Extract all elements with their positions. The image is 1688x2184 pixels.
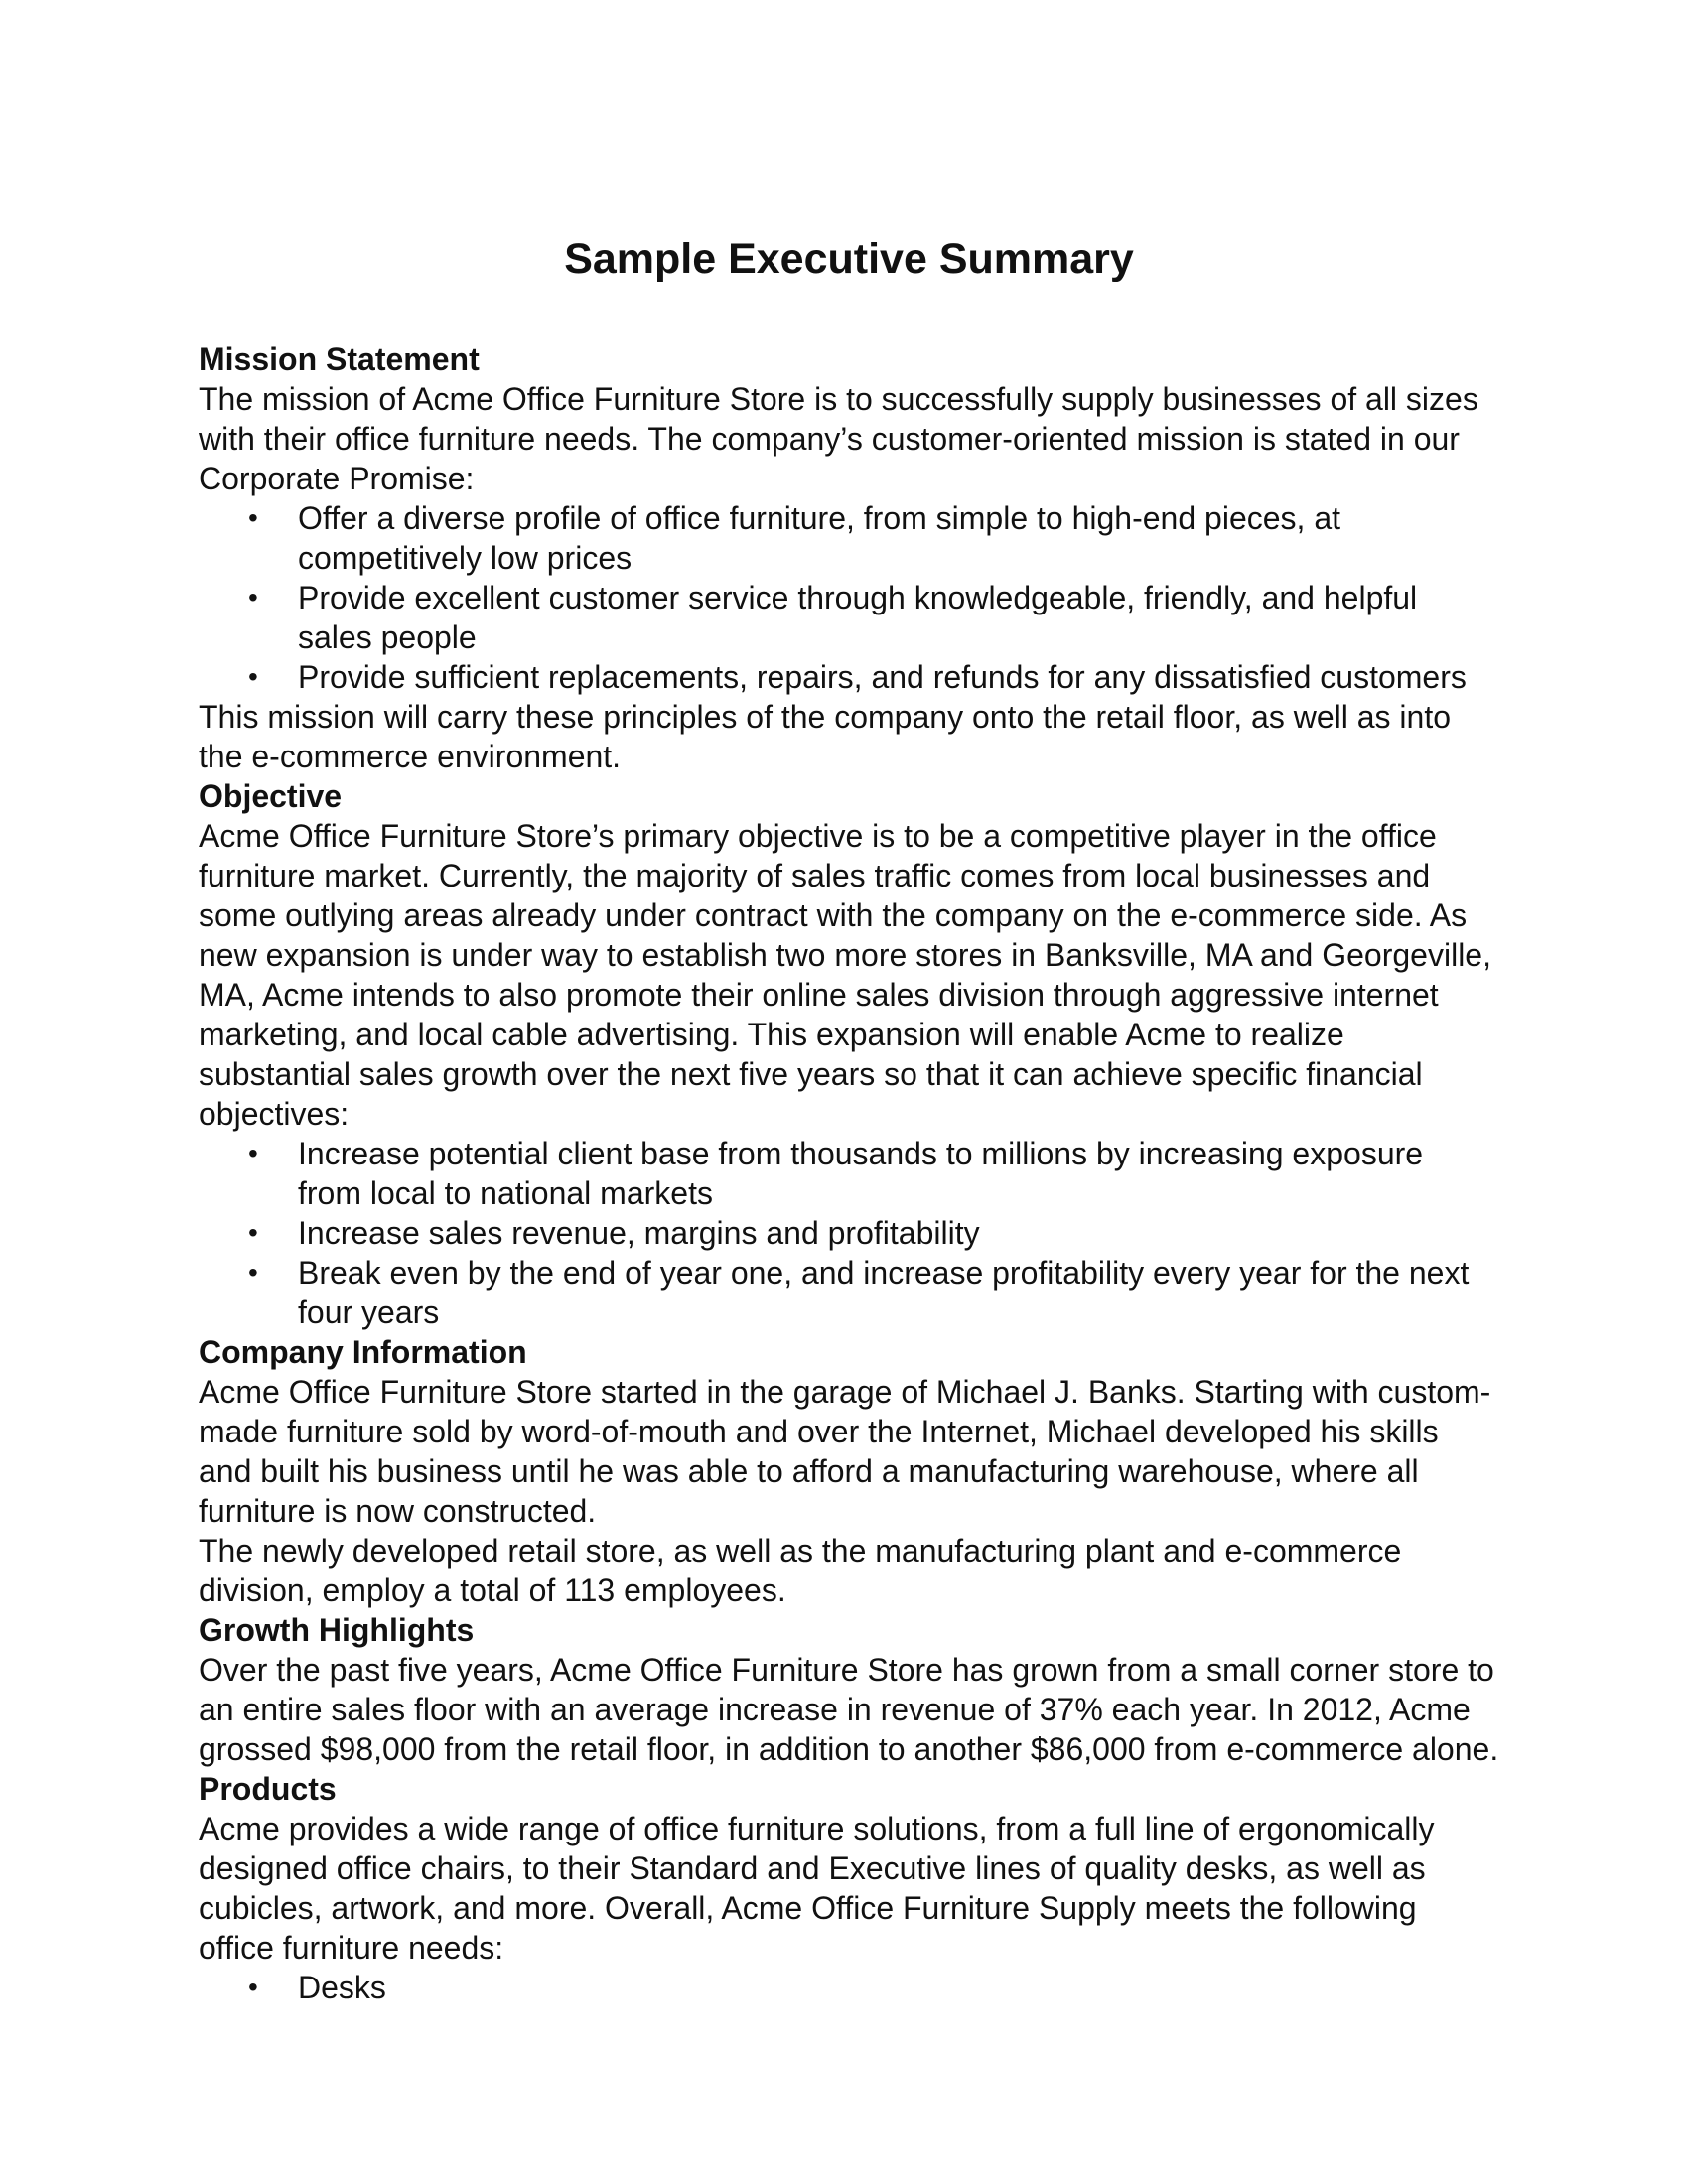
products-bullet-list xyxy=(199,1968,1499,2007)
list-item: • Provide sufficient replacements, repairs, and refunds for any dissatisfied customers xyxy=(298,657,1499,697)
mission-intro-paragraph: The mission of Acme Office Furniture Store is to successfully supply businesses of all sizes with their office furniture needs. The company’s customer-oriented mission is stated in our Corporate Promise: xyxy=(199,380,1478,496)
section-heading-growth: Growth Highlights xyxy=(199,1611,475,1648)
objective-bullet-list xyxy=(199,1134,1499,1332)
products-paragraph: Acme provides a wide range of office furniture solutions, from a full line of ergonomically designed office chairs, to their Standard and Executive lines of quality desks, as well as cubicles, artwork, and more. Overall, Acme Office Furniture Supply meets the following office furniture needs: xyxy=(199,1810,1435,1966)
growth-paragraph: Over the past five years, Acme Office Furniture Store has grown from a small corner store to an entire sales floor with an average increase in revenue of 37% each year. In 2012, Acme grossed $98,000 from the retail floor, in addition to another $86,000 from e-commerce alone. xyxy=(199,1651,1499,1767)
mission-bullet-list xyxy=(199,498,1499,697)
mission-statement-section xyxy=(199,340,1499,776)
section-heading-mission: Mission Statement xyxy=(199,341,480,377)
products-section xyxy=(199,1769,1499,2007)
objective-intro-paragraph: Acme Office Furniture Store’s primary objective is to be a competitive player in the office furniture market. Currently, the majority of sales traffic comes from local businesses and some outlying areas already under contract with the company on the e-commerce side. As new expansion is under way to establish two more stores in Banksville, MA and Georgeville, MA, Acme intends to also promote their online sales division through aggressive internet marketing, and local cable advertising. This expansion will enable Acme to realize substantial sales growth over the next five years so that it can achieve specific financial objectives: xyxy=(199,817,1491,1132)
page-title: Sample Executive Summary xyxy=(564,235,1134,283)
section-heading-products: Products xyxy=(199,1770,337,1807)
list-item: • Increase sales revenue, margins and profitability xyxy=(298,1213,1499,1253)
list-item: • Increase potential client base from thousands to millions by increasing exposure from local to national markets xyxy=(298,1134,1499,1213)
company-paragraph-2: The newly developed retail store, as well as the manufacturing plant and e-commerce division, employ a total of 113 employees. xyxy=(199,1532,1402,1608)
section-heading-objective: Objective xyxy=(199,777,343,814)
section-heading-company: Company Information xyxy=(199,1333,527,1370)
document-page xyxy=(199,234,1499,2007)
company-paragraph-1: Acme Office Furniture Store started in the garage of Michael J. Banks. Starting with custom-made furniture sold by word-of-mouth and over the Internet, Michael developed his skills and built his business until he was able to afford a manufacturing warehouse, where all furniture is now constructed. xyxy=(199,1373,1491,1529)
list-item: • Break even by the end of year one, and increase profitability every year for the next four years xyxy=(298,1253,1499,1332)
mission-outro-paragraph: This mission will carry these principles of the company onto the retail floor, as well as into the e-commerce environment. xyxy=(199,698,1451,774)
list-item: • Provide excellent customer service through knowledgeable, friendly, and helpful sales people xyxy=(298,578,1499,657)
company-information-section xyxy=(199,1332,1499,1610)
list-item: • Desks xyxy=(298,1968,1499,2007)
growth-highlights-section xyxy=(199,1610,1499,1769)
list-item: • Offer a diverse profile of office furniture, from simple to high-end pieces, at competitively low prices xyxy=(298,498,1499,578)
objective-section xyxy=(199,776,1499,1332)
